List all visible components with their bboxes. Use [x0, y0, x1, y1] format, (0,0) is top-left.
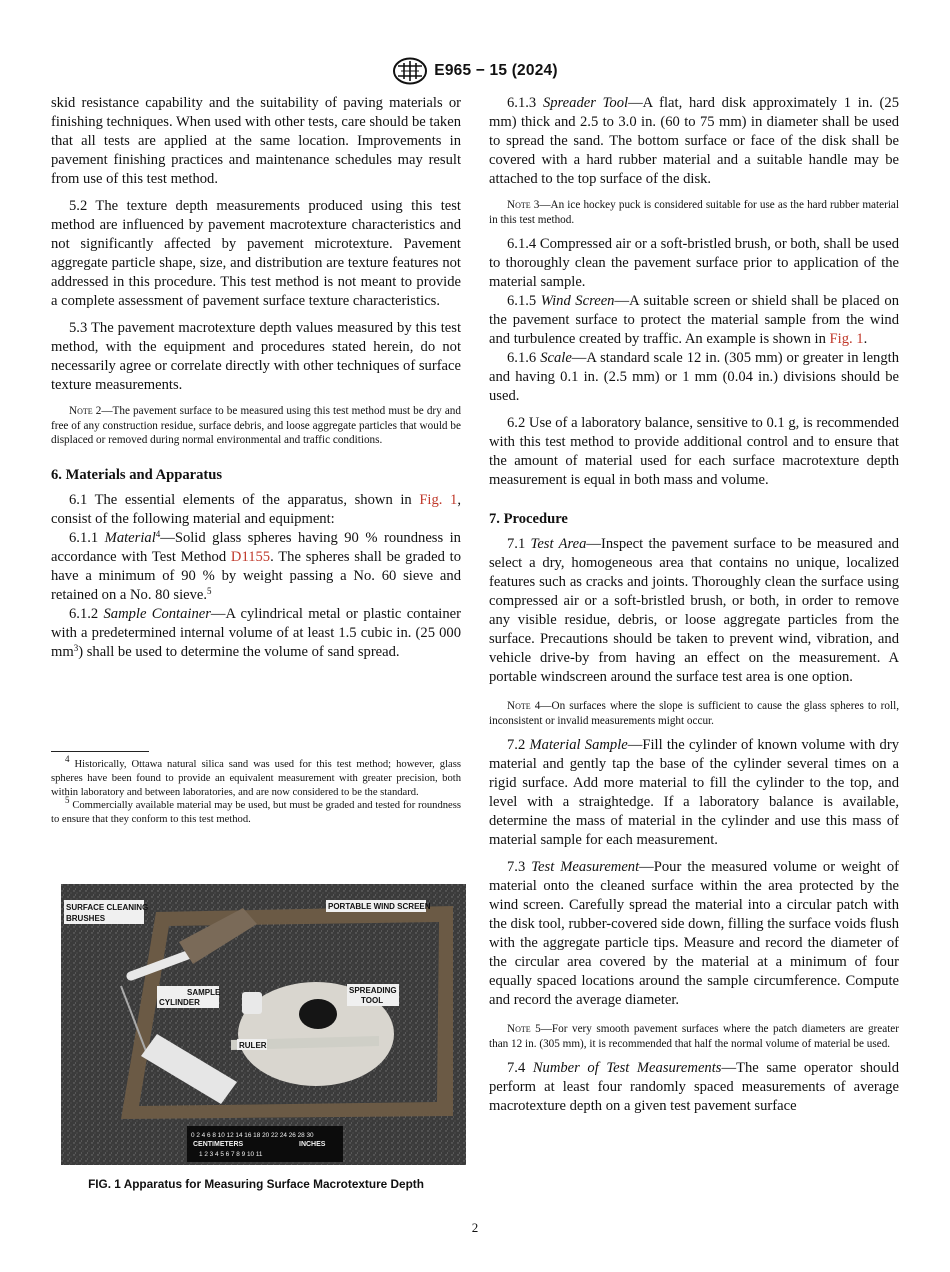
- section-6-heading: 6. Materials and Apparatus: [51, 466, 223, 483]
- text: 6.1.5: [507, 293, 541, 309]
- spreading-tool-puck: [299, 999, 337, 1029]
- footnote-ref[interactable]: 5: [207, 585, 212, 596]
- fig-1-link[interactable]: Fig. 1: [419, 491, 458, 508]
- footnotes: [51, 754, 461, 827]
- note-text: 4—On surfaces where the slope is sufficient to cause the glass spheres to roll, inconsistent or invalid measurements might occur.: [489, 700, 899, 727]
- paragraph-6-1-1: [51, 529, 461, 605]
- text: 6.1.3: [507, 95, 543, 111]
- term: Sample Container: [103, 605, 211, 622]
- text: —The same operator should perform at least four randomly spaced measurements of average macrotexture depth on a given test pavement surface: [489, 1060, 899, 1114]
- footnote-ref[interactable]: 4: [155, 528, 161, 539]
- label-brushes-line1: SURFACE CLEANING: [66, 903, 149, 912]
- paragraph-6-1-6: [489, 349, 899, 406]
- note-3: [489, 198, 899, 227]
- scale-in-ticks: 1 2 3 4 5 6 7 8 9 10 11: [199, 1151, 263, 1158]
- section-7-heading: 7. Procedure: [489, 511, 568, 527]
- sample-cylinder: [242, 992, 262, 1014]
- note-2: [51, 404, 461, 448]
- label-tool-line2: TOOL: [361, 996, 384, 1005]
- paragraph-6-1-4: 6.1.4 Compressed air or a soft-bristled brush, or both, shall be used to thoroughly clean the pavement surface prior to application of the material sample.: [489, 236, 899, 290]
- note-5: [489, 1022, 899, 1051]
- term: Number of Test Measurements: [532, 1060, 722, 1076]
- paragraph-intro: skid resistance capability and the suitability of paving materials or finishing techniques. When used with other tests, care should be taken that all tests are applied at the same location. Improvements in pavement finishing practices and maintenance schedules may result from use of this test method.: [51, 95, 461, 187]
- footnote-marker: 4: [65, 754, 70, 764]
- text: 6.1.1: [69, 529, 105, 546]
- paragraph-5-2: 5.2 The texture depth measurements produced using this test method are influenced by pavement macrotexture characteristics and not significantly affected by pavement microtexture. Pavement aggregate particle shape, size, and distribution are texture features not addressed in this procedure. This test method is not meant to provide a complete assessment of pavement surface texture characteristics.: [51, 198, 461, 309]
- footnote-4: [51, 754, 461, 799]
- paragraph-7-4: [489, 1059, 899, 1116]
- paragraph-5-3: 5.3 The pavement macrotexture depth values measured by this test method, with the equipment and procedures stated herein, do not necessarily agree or correlate directly with other techniques of surface texture measurements.: [51, 320, 461, 393]
- scale-in-label: INCHES: [299, 1141, 326, 1148]
- text: —A flat, hard disk approximately 1 in. (25 mm) thick and 2.5 to 3.0 in. (60 to 75 mm) in diameter shall be used to spread the sand. The bottom surface or face of the disk shall be covered with a hard rubber material and a suitable handle may be attached to the top surface of the disk.: [489, 95, 899, 187]
- text: ) shall be used to determine the volume of sand spread.: [78, 643, 400, 660]
- paragraph-6-1-5: [489, 292, 899, 349]
- footnote-text: Historically, Ottawa natural silica sand was used for this test method; however, glass spheres have been found to provide an equivalent measurement with greater precision, both within laboratory and between laboratories, and are now considered to be the standard.: [51, 759, 461, 798]
- text: —Solid glass spheres having 90 % roundness in accordance with Test Method: [51, 529, 461, 565]
- paragraph-6-1-3: [489, 94, 899, 189]
- scale-cm-label: CENTIMETERS: [193, 1141, 244, 1148]
- figure-1-caption: FIG. 1 Apparatus for Measuring Surface Macrotexture Depth: [88, 1177, 424, 1191]
- footnote-5: [51, 795, 461, 827]
- label-tool-line1: SPREADING: [349, 986, 397, 995]
- d1155-link[interactable]: D1155: [230, 548, 271, 565]
- right-column: [489, 94, 899, 1116]
- scale-cm-ticks: 0 2 4 6 8 10 12 14 16 18 20 22 24 26 28 30: [191, 1132, 314, 1139]
- note-label: Note: [69, 405, 93, 417]
- text: —Inspect the pavement surface to be measured and select a dry, homogeneous area that contains no unique, localized features such as cracks and joints. Thoroughly clean the surface using compressed air or a soft-bristled brush, or both, in order to remove any visible residue, debris, or loose aggregate particles from the surface. Precautions should be taken to prevent wind, vibration, and vehicle drive-by from having an effect on the measurement. A portable windscreen around the surface test area is one option.: [489, 536, 900, 685]
- text: . The spheres shall be graded to have a minimum of 90 % by weight passing a No. 60 sieve and retained on a No. 80 sieve.: [51, 548, 462, 603]
- term: Scale: [540, 350, 572, 366]
- apparatus-photo-illustration: [61, 884, 466, 1165]
- paragraph-6-1-2: [51, 605, 461, 662]
- text: 7.1: [507, 536, 531, 552]
- paragraph-6-1: [51, 491, 461, 529]
- text: 6.1.2: [69, 605, 104, 622]
- note-4: [489, 699, 899, 728]
- footnote-text: Commercially available material may be used, but must be graded and tested for roundness to ensure that they conform to this test method.: [51, 800, 461, 826]
- text: 7.2: [507, 737, 530, 753]
- term: Material: [104, 529, 156, 546]
- figure-1-photo: [61, 884, 466, 1165]
- superscript: 3: [73, 642, 79, 653]
- note-text: 5—For very smooth pavement surfaces where the patch diameters are greater than 12 in. (305 mm), it is recommended that half the normal volume of material be used.: [489, 1023, 899, 1050]
- left-column: [51, 94, 461, 662]
- paragraph-6-2: 6.2 Use of a laboratory balance, sensitive to 0.1 g, is recommended with this test method to provide additional control and to ensure that the amount of material used for each surface macrotexture depth measurement is equal in both mass and volume.: [489, 415, 899, 488]
- term: Wind Screen: [540, 293, 615, 309]
- term: Test Measurement: [531, 859, 640, 875]
- text: 7.3: [507, 859, 532, 875]
- text: , consist of the following material and equipment:: [51, 491, 461, 527]
- text: 6.1.6: [507, 350, 541, 366]
- label-ruler: RULER: [239, 1041, 267, 1050]
- term: Material Sample: [529, 737, 628, 753]
- note-text: 2—The pavement surface to be measured using this test method must be dry and free of any construction residue, surface debris, and loose aggregate particles that would be displaced or removed during normal environmental and traffic conditions.: [51, 405, 461, 446]
- term: Test Area: [530, 536, 587, 552]
- label-cylinder-line1: SAMPLE: [187, 988, 221, 997]
- text: —A cylindrical metal or plastic container with a predetermined internal volume of at least 1.5 cubic in. (25 000 mm: [51, 605, 461, 660]
- document-designation: E965 − 15 (2024): [434, 62, 558, 79]
- paragraph-7-3: [489, 858, 899, 1010]
- page-header: [0, 56, 950, 86]
- label-cylinder-line2: CYLINDER: [159, 998, 200, 1007]
- scale-bar: [187, 1126, 343, 1162]
- text: 7.4: [507, 1060, 533, 1076]
- text: —A standard scale 12 in. (305 mm) or greater in length and having 0.1 in. (2.5 mm) or 1 mm (0.04 in.) divisions should be used.: [489, 350, 899, 404]
- text: —A suitable screen or shield shall be placed on the pavement surface to protect the material sample from the wind and turbulence created by traffic. An example is shown in: [489, 293, 899, 347]
- page-number: 2: [471, 1220, 479, 1235]
- text: —Pour the measured volume or weight of material onto the cleaned surface within the area protected by the wind screen. Carefully spread the material into a circular patch with the disk tool, rubber-covered side down, filling the surface voids flush with the aggregate particle tips. Measure and record the diameter of the circular area covered by the material at a minimum of four equally spaced locations around the sample circumference. Compute and record the average diameter.: [489, 859, 900, 1008]
- footnote-rule: [51, 751, 149, 752]
- label-brushes-line2: BRUSHES: [66, 914, 106, 923]
- note-label: Note: [507, 1023, 531, 1035]
- footnote-marker: 5: [65, 795, 70, 806]
- text: —Fill the cylinder of known volume with dry material and gently tap the base of the cylinder several times on a rigid surface. Add more material to fill the cylinder to the top, and level with a straightedge. If a laboratory balance is available, determine the mass of material in the cylinder and use this mass of material sample for each measurement.: [489, 737, 899, 848]
- text: .: [863, 331, 868, 347]
- note-label: Note: [507, 700, 531, 712]
- note-text: 3—An ice hockey puck is considered suitable for use as the hard rubber material in this test method.: [489, 199, 899, 226]
- fig-1-link[interactable]: Fig. 1: [829, 331, 864, 347]
- text: 6.1 The essential elements of the apparatus, shown in: [69, 491, 420, 508]
- paragraph-7-2: [489, 736, 899, 850]
- note-label: Note: [507, 199, 531, 211]
- term: Spreader Tool: [542, 95, 629, 111]
- label-windscreen: PORTABLE WIND SCREEN: [328, 902, 431, 911]
- astm-logo-icon: [392, 57, 428, 85]
- paragraph-7-1: [489, 535, 899, 687]
